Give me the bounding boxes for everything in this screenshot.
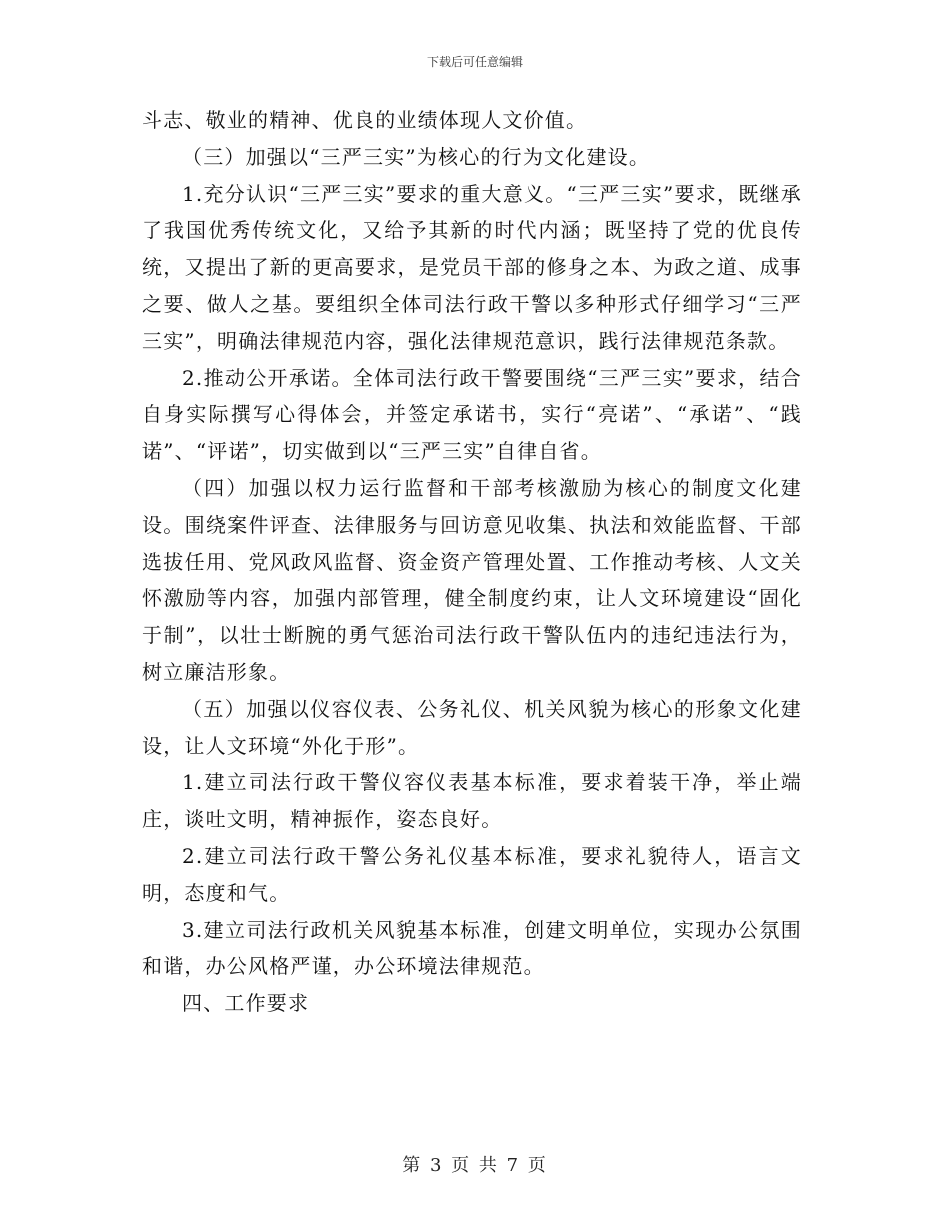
document-body [142, 102, 802, 1022]
section-heading-5: （五）加强以仪容仪表、公务礼仪、机关风貌为核心的形象文化建设，让人文环境“外化于形”。 [142, 696, 802, 758]
paragraph: 2.建立司法行政干警公务礼仪基本标准，要求礼貌待人，语言文明，态度和气。 [142, 843, 802, 905]
header-note: 下载后可任意编辑 [426, 55, 523, 69]
page-number: 第 3 页 共 7 页 [402, 1155, 548, 1176]
paragraph: 2.推动公开承诺。全体司法行政干警要围绕“三严三实”要求，结合自身实际撰写心得体会，并签定承诺书，实行“亮诺”、“承诺”、“践诺”、“评诺”，切实做到以“三严三实”自律自省。 [142, 365, 802, 464]
paragraph: 1.充分认识“三严三实”要求的重大意义。“三严三实”要求，既继承了我国优秀传统文化，又给予其新的时代内涵；既坚持了党的优良传统，又提出了新的更高要求，是党员干部的修身之本、为政之道、成事之要、做人之基。要组织全体司法行政干警以多种形式仔细学习“三严三实”，明确法律规范内容，强化法律规范意识，践行法律规范条款。 [142, 181, 802, 353]
paragraph: 1.建立司法行政干警仪容仪表基本标准，要求着装干净，举止端庄，谈吐文明，精神振作，姿态良好。 [142, 770, 802, 832]
section-heading-work-requirements: 四、工作要求 [182, 991, 310, 1016]
paragraph: 斗志、敬业的精神、优良的业绩体现人文价值。 [142, 108, 588, 132]
section-heading-3: （三）加强以“三严三实”为核心的行为文化建设。 [182, 144, 651, 169]
paragraph: 3.建立司法行政机关风貌基本标准，创建文明单位，实现办公氛围和谐，办公风格严谨，办公环境法律规范。 [142, 917, 802, 979]
section-paragraph-4: （四）加强以权力运行监督和干部考核激励为核心的制度文化建设。围绕案件评查、法律服务与回访意见收集、执法和效能监督、干部选拔任用、党风政风监督、资金资产管理处置、工作推动考核、人文关怀激励等内容，加强内部管理，健全制度约束，让人文环境建设“固化于制”，以壮士断腕的勇气惩治司法行政干警队伍内的违纪违法行为，树立廉洁形象。 [142, 475, 802, 684]
